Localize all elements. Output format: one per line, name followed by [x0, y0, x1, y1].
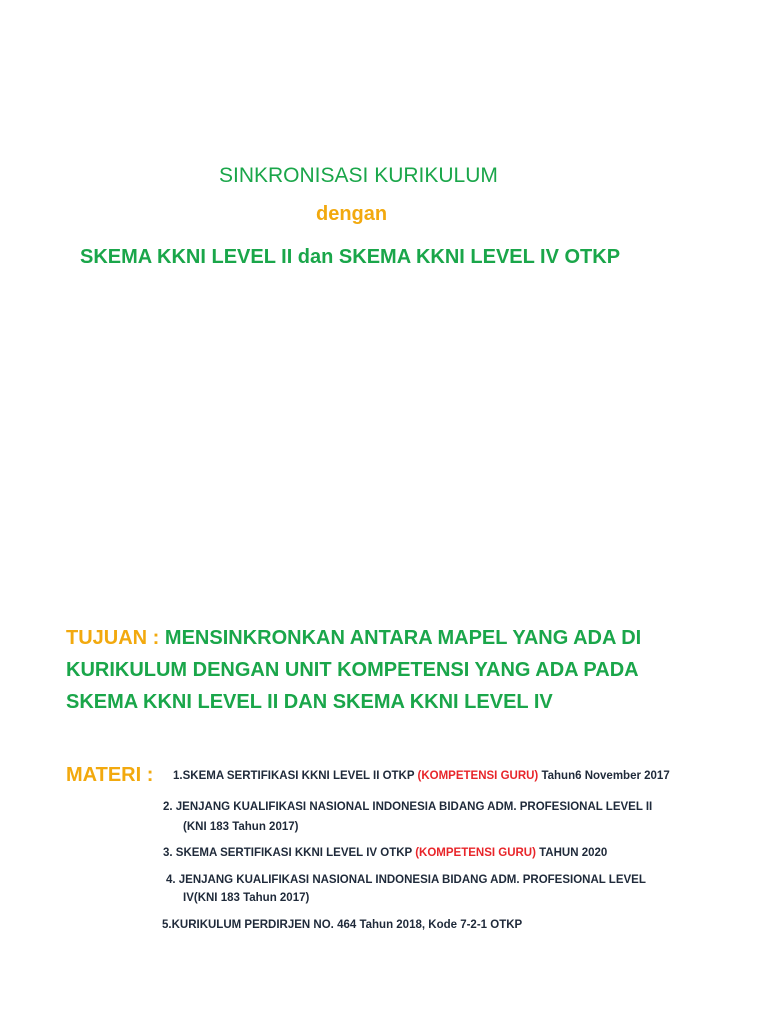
materi-item-3-highlight: (KOMPETENSI GURU)	[415, 847, 536, 859]
materi-item-2-line-2: (KNI 183 Tahun 2017)	[183, 821, 299, 833]
tujuan-block	[66, 622, 641, 718]
title-line-2: dengan	[316, 203, 388, 225]
tujuan-label: TUJUAN	[66, 627, 148, 649]
materi-item-1	[173, 770, 670, 782]
materi-item-1-highlight: (KOMPETENSI GURU)	[417, 770, 539, 782]
materi-item-5: 5.KURIKULUM PERDIRJEN NO. 464 Tahun 2018, Kode 7-2-1 OTKP	[162, 919, 523, 931]
materi-label: MATERI :	[66, 764, 154, 786]
materi-item-3-text: 3. SKEMA SERTIFIKASI KKNI LEVEL IV OTKP	[163, 847, 416, 859]
tujuan-line-2: KURIKULUM DENGAN UNIT KOMPETENSI YANG ADA PADA	[66, 659, 639, 681]
materi-item-4-line-2: IV(KNI 183 Tahun 2017)	[183, 892, 310, 904]
materi-item-4-line-1: 4. JENJANG KUALIFIKASI NASIONAL INDONESIA BIDANG ADM. PROFESIONAL LEVEL	[166, 874, 646, 886]
tujuan-line-1	[66, 622, 641, 654]
materi-item-3-suffix: TAHUN 2020	[535, 847, 608, 859]
title-line-3: SKEMA KKNI LEVEL II dan SKEMA KKNI LEVEL IV OTKP	[80, 246, 621, 268]
materi-item-3	[163, 847, 607, 859]
tujuan-separator: :	[147, 627, 165, 649]
materi-item-1-text: 1.SKEMA SERTIFIKASI KKNI LEVEL II OTKP	[173, 770, 418, 782]
tujuan-line-3: SKEMA KKNI LEVEL II DAN SKEMA KKNI LEVEL IV	[66, 691, 553, 713]
materi-item-2-line-1: 2. JENJANG KUALIFIKASI NASIONAL INDONESIA BIDANG ADM. PROFESIONAL LEVEL II	[163, 801, 653, 813]
title-line-1: SINKRONISASI KURIKULUM	[219, 164, 498, 187]
materi-item-1-suffix: Tahun6 November 2017	[538, 770, 670, 782]
tujuan-text-1: MENSINKRONKAN ANTARA MAPEL YANG ADA DI	[164, 627, 642, 649]
